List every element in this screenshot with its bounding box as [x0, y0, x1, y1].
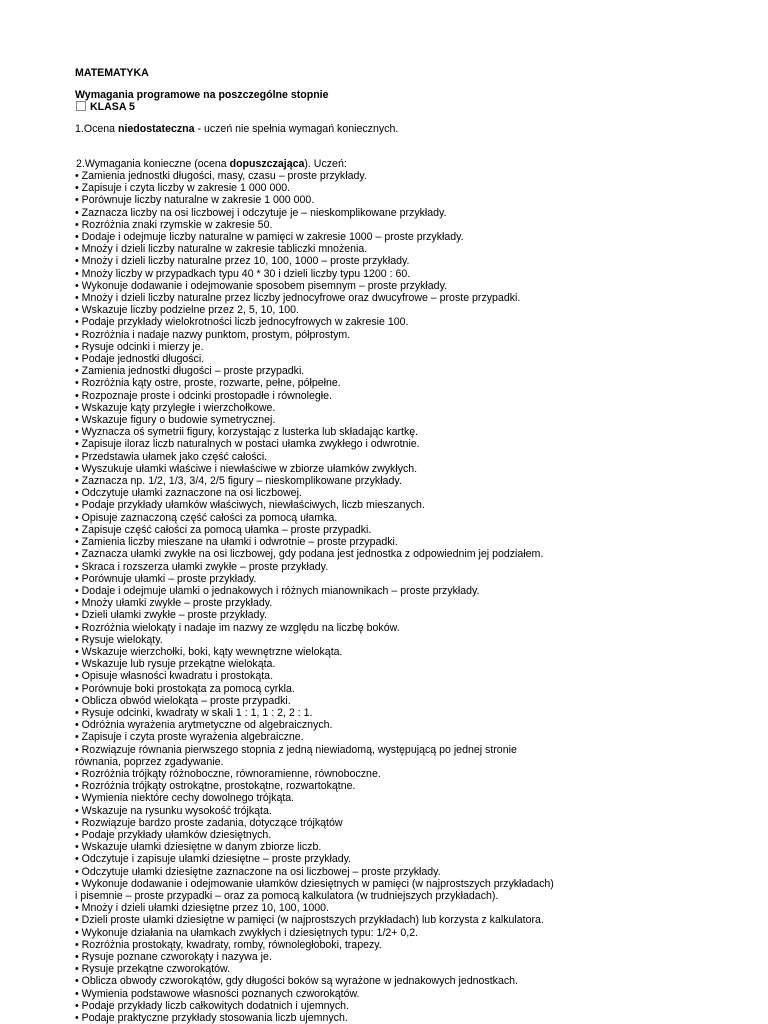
list-item: • Odczytuje ułamki dziesiętne zaznaczone na osi liczbowej – proste przykłady. — [75, 865, 441, 878]
list-item: • Mnoży i dzieli liczby naturalne w zakresie tabliczki mnożenia. — [75, 243, 368, 256]
list-item: • Opisuje zaznaczoną część całości za pomocą ułamka. — [75, 511, 338, 524]
list-item: • Dzieli proste ułamki dziesiętne w pamięci (w najprostszych przykładach) lub korzysta z kalkulatora. — [75, 914, 544, 927]
list-item: • Zapisuje i czyta liczby w zakresie 1 000 000. — [75, 182, 291, 195]
class-label: KLASA 5 — [90, 101, 135, 113]
list-item: • Podaje przykłady ułamków dziesiętnych. — [75, 828, 272, 841]
list-item: • Rysuje odcinki i mierzy je. — [75, 340, 204, 353]
list-item: • Porównuje ułamki – proste przykłady. — [75, 572, 257, 585]
list-item: • Opisuje własności kwadratu i prostokąta. — [75, 670, 274, 683]
list-item: • Rozróżnia wielokąty i nadaje im nazwy ze względu na liczbę boków. — [75, 621, 400, 634]
list-item: • Wykonuje dodawanie i odejmowanie sposobem pisemnym – proste przykłady. — [75, 279, 448, 292]
list-item: • Podaje przykłady ułamków właściwych, niewłaściwych, liczb mieszanych. — [75, 499, 425, 512]
list-item: • Mnoży i dzieli liczby naturalne przez liczby jednocyfrowe oraz dwucyfrowe – proste przypadki. — [75, 292, 521, 305]
list-item: • Oblicza obwody czworokątów, gdy długości boków są wyrażone w jednakowych jednostkach. — [75, 975, 518, 988]
list-item: • Zapisuje i czyta proste wyrażenia algebraiczne. — [75, 731, 304, 744]
list-item: • Zaznacza liczby na osi liczbowej i odczytuje je – nieskomplikowane przykłady. — [75, 206, 447, 219]
list-item: • Wskazuje liczby podzielne przez 2, 5, 10, 100. — [75, 304, 299, 317]
document-title: MATEMATYKA — [75, 67, 149, 79]
list-item: • Zapisuje część całości za pomocą ułamka – proste przypadki. — [75, 523, 372, 536]
list-item: • Przedstawia ułamek jako część całości. — [75, 450, 268, 463]
list-item: • Dodaje i odejmuje ułamki o jednakowych i różnych mianownikach – proste przykłady. — [75, 584, 480, 597]
list-item: • Rozróżnia prostokąty, kwadraty, romby, równoległoboki, trapezy. — [75, 938, 382, 951]
list-item: • Rysuje odcinki, kwadraty w skali 1 : 1, 1 : 2, 2 : 1. — [75, 706, 313, 719]
list-item: • Rozróżnia trójkąty różnoboczne, równoramienne, równoboczne. — [75, 767, 381, 780]
list-item: • Wymienia podstawowe własności poznanych czworokątów. — [75, 987, 360, 1000]
section-1-suffix: - uczeń nie spełnia wymagań koniecznych. — [194, 123, 399, 135]
section-1-paragraph — [75, 123, 715, 135]
list-item: • Rozpoznaje proste i odcinki prostopadłe i równoległe. — [75, 389, 332, 402]
document-subtitle: Wymagania programowe na poszczególne stopnie — [75, 89, 329, 101]
list-item: • Odróżnia wyrażenia arytmetyczne od algebraicznych. — [75, 719, 333, 732]
checkbox-icon — [76, 101, 86, 111]
list-item: • Podaje jednostki długości. — [75, 353, 205, 366]
list-item: • Zamienia jednostki długości, masy, czasu – proste przykłady. — [75, 170, 367, 182]
list-item: równania, poprzez zgadywanie. — [75, 755, 224, 768]
class-heading — [75, 101, 715, 113]
list-item: • Wskazuje wierzchołki, boki, kąty wewnętrzne wielokąta. — [75, 645, 343, 658]
list-item: • Mnoży liczby w przypadkach typu 40 * 30 i dzieli liczby typu 1200 : 60. — [75, 267, 411, 280]
list-item: • Zaznacza np. 1/2, 1/3, 3/4, 2/5 figury – nieskomplikowane przykłady. — [75, 475, 402, 488]
list-item: • Zapisuje iloraz liczb naturalnych w postaci ułamka zwykłego i odwrotnie. — [75, 438, 420, 451]
list-item: • Wskazuje lub rysuje przekątne wielokąta. — [75, 658, 276, 671]
list-item: • Rysuje poznane czworokąty i nazywa je. — [75, 951, 272, 963]
section-2-prefix: 2.Wymagania konieczne (ocena — [76, 158, 230, 170]
list-item: • Wskazuje figury o budowie symetrycznej. — [75, 414, 276, 427]
list-item: • Rozróżnia znaki rzymskie w zakresie 50. — [75, 218, 273, 231]
list-item: • Wyznacza oś symetrii figury, korzystając z lusterka lub składając kartkę. — [75, 426, 419, 439]
list-item: • Rozwiązuje równania pierwszego stopnia z jedną niewiadomą, występującą po jednej stronie — [75, 743, 517, 756]
list-item: • Rysuje przekątne czworokątów. — [75, 963, 231, 976]
section-2-intro — [76, 158, 716, 170]
list-item: • Mnoży i dzieli liczby naturalne przez 10, 100, 1000 – proste przykłady. — [75, 255, 410, 268]
list-item: • Oblicza obwód wielokąta – proste przypadki. — [75, 694, 291, 707]
list-item: • Rozróżnia trójkąty ostrokątne, prostokątne, rozwartokątne. — [75, 780, 356, 793]
list-item: • Podaje przykłady liczb całkowitych dodatnich i ujemnych. — [75, 999, 349, 1012]
list-item: • Rozwiązuje bardzo proste zadania, dotyczące trójkątów — [75, 816, 343, 829]
list-item: • Rozróżnia i nadaje nazwy punktom, prostym, półprostym. — [75, 328, 351, 341]
requirements-list — [75, 170, 715, 1024]
section-2-suffix: ). Uczeń: — [304, 158, 347, 170]
list-item: • Zamienia liczby mieszane na ułamki i odwrotnie – proste przypadki. — [75, 536, 398, 549]
list-item: • Skraca i rozszerza ułamki zwykłe – proste przykłady. — [75, 560, 329, 573]
list-item: • Wykonuje dodawanie i odejmowanie ułamków dziesiętnych w pamięci (w najprostszych przykładach) — [75, 877, 554, 890]
list-item: • Porównuje boki prostokąta za pomocą cyrkla. — [75, 682, 295, 695]
list-item: • Wyszukuje ułamki właściwe i niewłaściwe w zbiorze ułamków zwykłych. — [75, 462, 418, 475]
section-1-grade: niedostateczna — [118, 123, 195, 135]
list-item: • Wskazuje ułamki dziesiętne w danym zbiorze liczb. — [75, 841, 322, 854]
list-item: • Odczytuje i zapisuje ułamki dziesiętne – proste przykłady. — [75, 853, 352, 866]
list-item: • Zaznacza ułamki zwykłe na osi liczbowej, gdy podana jest jednostka z odpowiednim jej podziałem. — [75, 548, 544, 561]
list-item: • Wymienia niektóre cechy dowolnego trójkąta. — [75, 792, 295, 805]
section-2-grade: dopuszczająca — [229, 158, 305, 170]
list-item: • Odczytuje ułamki zaznaczone na osi liczbowej. — [75, 487, 302, 500]
list-item: • Wskazuje kąty przyległe i wierzchołkowe. — [75, 401, 276, 414]
list-item: • Mnoży ułamki zwykłe – proste przykłady. — [75, 597, 273, 610]
list-item: • Wykonuje działania na ułamkach zwykłych i dziesiętnych typu: 1/2+ 0,2. — [75, 926, 419, 939]
list-item: • Podaje praktyczne przykłady stosowania liczb ujemnych. — [75, 1012, 348, 1024]
section-1-prefix: 1.Ocena — [75, 123, 118, 135]
list-item: • Rysuje wielokąty. — [75, 633, 163, 646]
list-item: • Wskazuje na rysunku wysokość trójkąta. — [75, 804, 272, 817]
list-item: i pisemnie – proste przypadki – oraz za pomocą kalkulatora (w trudniejszych przykładach). — [75, 889, 499, 902]
list-item: • Porównuje liczby naturalne w zakresie 1 000 000. — [75, 194, 315, 207]
list-item: • Rozróżnia kąty ostre, proste, rozwarte, pełne, półpełne. — [75, 377, 341, 390]
list-item: • Dodaje i odejmuje liczby naturalne w pamięci w zakresie 1000 – proste przykłady. — [75, 231, 464, 244]
list-item: • Podaje przykłady wielokrotności liczb jednocyfrowych w zakresie 100. — [75, 316, 409, 329]
list-item: • Zamienia jednostki długości – proste przypadki. — [75, 365, 305, 378]
list-item: • Mnoży i dzieli ułamki dziesiętne przez 10, 100, 1000. — [75, 902, 329, 915]
list-item: • Dzieli ułamki zwykłe – proste przykłady. — [75, 609, 267, 622]
